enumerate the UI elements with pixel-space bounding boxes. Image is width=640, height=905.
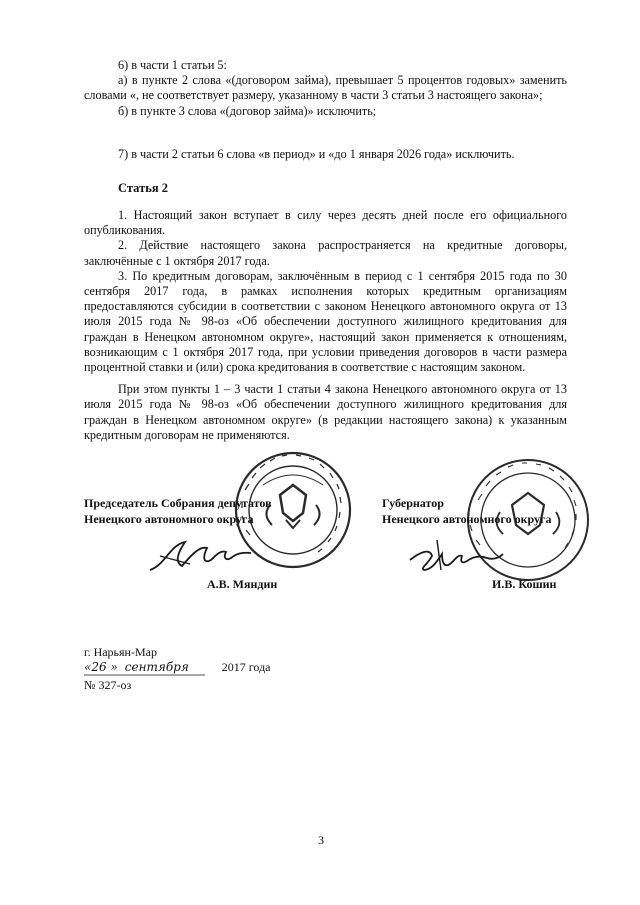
paragraph: 1. Настоящий закон вступает в силу через десять дней после его официального опубликования.: [84, 208, 567, 238]
law-number: № 327-оз: [84, 678, 132, 692]
date-line: [84, 660, 324, 676]
paragraph: 2. Действие настоящего закона распространяется на кредитные договоры, заключённые с 1 октября 2017 года.: [84, 238, 567, 268]
date-year: 2017 года: [221, 660, 271, 674]
page-number: 3: [318, 833, 324, 847]
paragraph: При этом пункты 1 – 3 части 1 статьи 4 закона Ненецкого автономного округа от 13 июля 2015 года № 98-оз «Об обеспечении доступного жилищного кредитования для граждан в Ненецком автономном округе» (в редакции настоящего закона) к указанным кредитным договорам не применяются.: [84, 382, 567, 442]
paragraph: а) в пункте 2 слова «(договором займа), превышает 5 процентов годовых» заменить словами «, не соответствует размеру, указанному в части 3 статьи 3 настоящего закона»;: [84, 73, 567, 103]
article-heading: Статья 2: [118, 181, 168, 195]
paragraph: 3. По кредитным договорам, заключённым в период с 1 сентября 2015 года по 30 сентября 2017 года, в рамках исполнения которых кредитным организациям предоставляются субсидии в соответствии с законом Ненецкого автономного округа от 13 июля 2015 года № 98-оз «Об обеспечении доступного жилищного кредитования для граждан в Ненецком автономном округе», настоящий закон применяется к отношениям, возникающим с 1 октября 2017 года, при условии приведения договоров в части размера процентной ставки и (или) срока кредитования в соответствие с настоящим законом.: [84, 268, 567, 375]
signature-right: [410, 552, 503, 570]
date-day: «26 »: [84, 660, 118, 674]
date-month: сентября: [124, 660, 189, 674]
article-2-body: [84, 208, 567, 443]
chairman-title: Председатель Собрания депутатов Ненецкого автономного округа: [84, 496, 272, 526]
governor-title: Губернатор Ненецкого автономного округа: [382, 496, 552, 526]
governor-name: И.В. Кошин: [492, 577, 557, 591]
paragraph: 6) в части 1 статьи 5:: [118, 58, 227, 72]
paragraph: 7) в части 2 статьи 6 слова «в период» и «до 1 января 2026 года» исключить.: [118, 147, 515, 161]
chairman-name: А.В. Мяндин: [207, 577, 278, 591]
place: г. Нарьян-Мар: [84, 645, 157, 659]
signature-left: [150, 542, 251, 570]
amendments-section: [84, 58, 567, 119]
amendment-7: [84, 147, 567, 162]
paragraph: б) в пункте 3 слова «(договор займа)» исключить;: [118, 103, 377, 118]
